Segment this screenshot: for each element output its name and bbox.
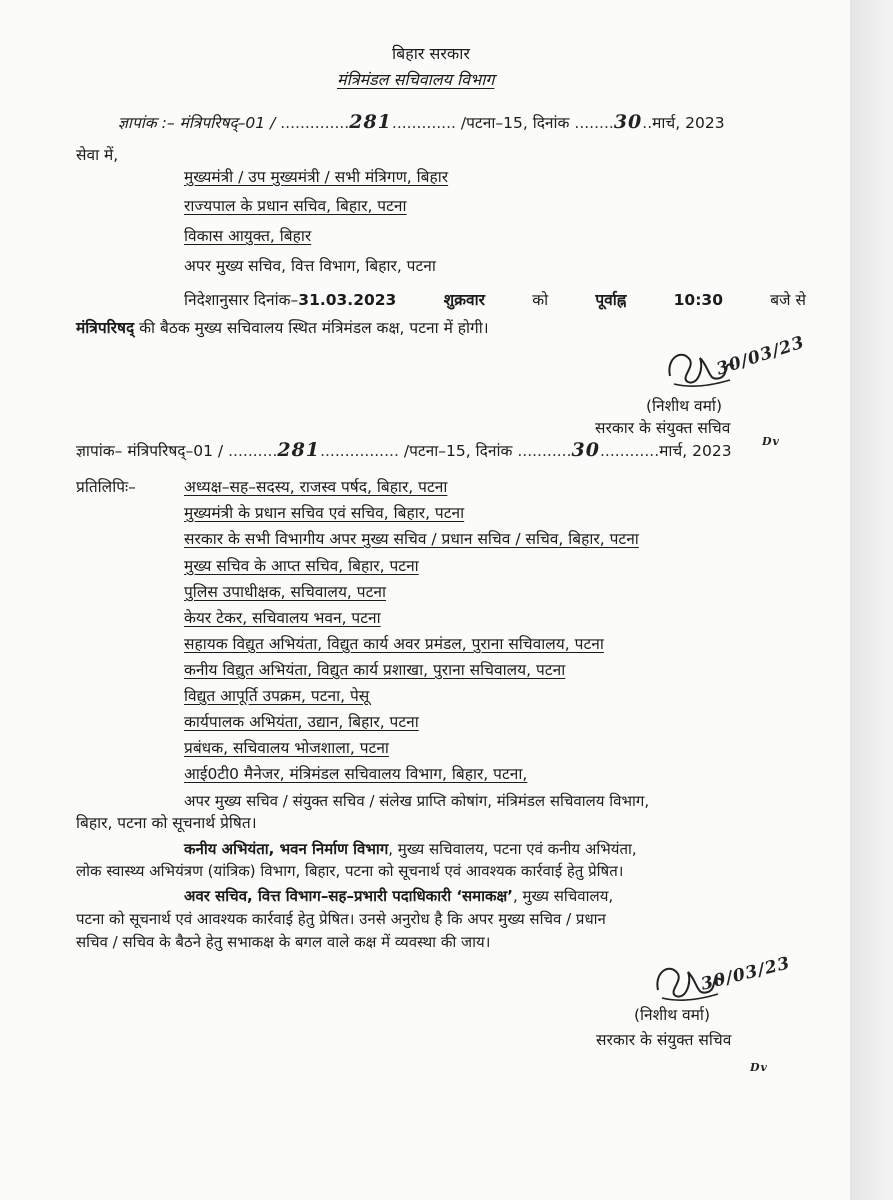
signatory-name: (निशीथ वर्मा) bbox=[634, 1006, 710, 1024]
para-b-line2: लोक स्वास्थ्य अभियंत्रण (यांत्रिक) विभाग, बिहार, पटना को सूचनार्थ एवं आवश्यक कार्रवाई हेतु प्रेषित। bbox=[76, 862, 624, 880]
salutation: सेवा में, bbox=[76, 146, 119, 164]
meeting-notice-line2 bbox=[76, 318, 489, 338]
dots: .............. bbox=[280, 114, 350, 132]
memo-prefix: ज्ञापांक– मंत्रिपरिषद्–01 / bbox=[76, 442, 224, 460]
signatory-designation: सरकार के संयुक्त सचिव bbox=[596, 1031, 732, 1049]
para-b-bold: कनीय अभियंता, भवन निर्माण विभाग bbox=[184, 840, 389, 858]
para-b-line1 bbox=[184, 839, 637, 859]
para-c-bold: अवर सचिव, वित्त विभाग–सह–प्रभारी पदाधिकारी ‘समाकक्ष’ bbox=[184, 887, 513, 905]
copy-item: विद्युत आपूर्ति उपक्रम, पटना, पेसू bbox=[184, 687, 370, 705]
recipient-item: मुख्यमंत्री / उप मुख्यमंत्री / सभी मंत्रिगण, बिहार bbox=[184, 168, 449, 186]
handwritten-day: 30 bbox=[613, 111, 643, 133]
notice-text: को bbox=[532, 291, 549, 309]
para-c-rest: , मुख्य सचिवालय, bbox=[513, 887, 614, 905]
memo-number-line bbox=[118, 112, 725, 133]
copy-item: सरकार के सभी विभागीय अपर मुख्य सचिव / प्रधान सचिव / सचिव, बिहार, पटना bbox=[184, 530, 639, 548]
para-c-line1 bbox=[184, 886, 613, 906]
memo-month-year: मार्च, 2023 bbox=[652, 114, 725, 132]
notice-text: की बैठक मुख्य सचिवालय स्थित मंत्रिमंडल कक्ष, पटना में होगी। bbox=[139, 319, 489, 337]
copy-item: कार्यपालक अभियंता, उद्यान, बिहार, पटना bbox=[184, 713, 419, 731]
signatory-designation: सरकार के संयुक्त सचिव bbox=[595, 419, 731, 437]
initial-mark: Dv bbox=[750, 1061, 768, 1074]
notice-time: 10:30 bbox=[673, 291, 723, 309]
copy-item: आई0टी0 मैनेजर, मंत्रिमंडल सचिवालय विभाग, बिहार, पटना, bbox=[184, 765, 528, 783]
dots: ............. bbox=[391, 114, 456, 132]
memo-number-line-2 bbox=[76, 440, 732, 461]
para-c-line3: सचिव / सचिव के बैठने हेतु सभाकक्ष के बगल वाले कक्ष में व्यवस्था की जाय। bbox=[76, 933, 491, 951]
copy-item: अध्यक्ष–सह–सदस्य, राजस्व पर्षद, बिहार, पटना bbox=[184, 478, 448, 496]
notice-forenoon: पूर्वाह्न bbox=[595, 291, 627, 309]
handwritten-memo-number: 281 bbox=[349, 111, 392, 133]
copy-item: कनीय विद्युत अभियंता, विद्युत कार्य प्रशाखा, पुराना सचिवालय, पटना bbox=[184, 661, 566, 679]
recipient-item: विकास आयुक्त, बिहार bbox=[184, 227, 312, 245]
handwritten-date: 30/03/23 bbox=[714, 332, 808, 380]
notice-day: शुक्रवार bbox=[443, 291, 485, 309]
copy-label: प्रतिलिपिः– bbox=[76, 478, 136, 496]
copy-item: प्रबंधक, सचिवालय भोजशाला, पटना bbox=[184, 739, 389, 757]
initial-mark: Dv bbox=[762, 435, 780, 448]
dots: ........ bbox=[574, 114, 614, 132]
recipient-item: अपर मुख्य सचिव, वित्त विभाग, बिहार, पटना bbox=[184, 257, 436, 275]
copy-item: सहायक विद्युत अभियंता, विद्युत कार्य अवर प्रमंडल, पुराना सचिवालय, पटना bbox=[184, 635, 604, 653]
copy-item: केयर टेकर, सचिवालय भवन, पटना bbox=[184, 609, 381, 627]
copy-item: पुलिस उपाधीक्षक, सचिवालय, पटना bbox=[184, 583, 387, 601]
memo-place: /पटना–15, दिनांक bbox=[403, 442, 513, 460]
handwritten-memo-number: 281 bbox=[277, 439, 321, 461]
notice-text: बजे से bbox=[770, 291, 806, 309]
department-title: मंत्रिमंडल सचिवालय विभाग bbox=[337, 70, 495, 89]
dots: .. bbox=[642, 114, 653, 132]
para-a-line1: अपर मुख्य सचिव / संयुक्त सचिव / संलेख प्राप्ति कोषांग, मंत्रिमंडल सचिवालय विभाग, bbox=[184, 792, 650, 810]
para-c-line2: पटना को सूचनार्थ एवं आवश्यक कार्रवाई हेतु प्रेषित। उनसे अनुरोध है कि अपर मुख्य सचिव / प्रधान bbox=[76, 910, 606, 928]
handwritten-day: 30 bbox=[571, 439, 600, 461]
dots: ........... bbox=[517, 442, 572, 460]
para-a-line2: बिहार, पटना को सूचनार्थ प्रेषित। bbox=[76, 814, 257, 832]
memo-place: /पटना–15, दिनांक bbox=[460, 114, 570, 132]
dots: .......... bbox=[228, 442, 278, 460]
copy-item: मुख्य सचिव के आप्त सचिव, बिहार, पटना bbox=[184, 557, 419, 575]
dots: ............ bbox=[600, 442, 660, 460]
notice-council: मंत्रिपरिषद् bbox=[76, 319, 135, 337]
dots: ................ bbox=[320, 442, 399, 460]
memo-prefix: ज्ञापांक :– मंत्रिपरिषद्–01 / bbox=[118, 114, 276, 132]
copy-item: मुख्यमंत्री के प्रधान सचिव एवं सचिव, बिहार, पटना bbox=[184, 504, 465, 522]
handwritten-date: 30/03/23 bbox=[698, 953, 793, 995]
signatory-name: (निशीथ वर्मा) bbox=[646, 397, 722, 415]
scan-margin bbox=[850, 0, 893, 1200]
govt-title: बिहार सरकार bbox=[392, 44, 470, 63]
recipient-item: राज्यपाल के प्रधान सचिव, बिहार, पटना bbox=[184, 197, 407, 215]
notice-text: निदेशानुसार दिनांक–31.03.2023 bbox=[184, 291, 397, 309]
memo-month-year: मार्च, 2023 bbox=[659, 442, 732, 460]
meeting-notice-line1 bbox=[184, 290, 806, 310]
para-b-rest: , मुख्य सचिवालय, पटना एवं कनीय अभियंता, bbox=[388, 840, 637, 858]
